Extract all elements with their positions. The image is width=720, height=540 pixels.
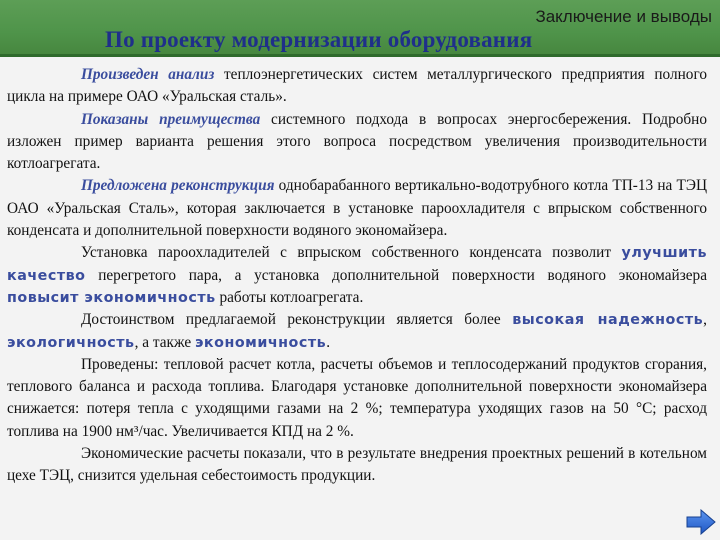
paragraph-economics bbox=[7, 443, 707, 488]
paragraph-reconstruction bbox=[7, 175, 707, 242]
paragraph-benefits bbox=[7, 309, 707, 354]
paragraph-text: Установка пароохладителей с впрыском собственного конденсата позволит bbox=[81, 244, 622, 262]
paragraph-text: , bbox=[703, 311, 707, 329]
slide-header bbox=[0, 0, 720, 57]
arrow-right-icon bbox=[686, 509, 716, 535]
paragraph-text: системного подхода в вопросах энергосбережения. Подробно изложен пример варианта решения этого вопроса посредством увеличения производительности котлоагрегата. bbox=[7, 110, 707, 173]
paragraph-calculations bbox=[7, 354, 707, 443]
emphasis: Предложена реконструкция bbox=[81, 177, 275, 195]
emphasis: Показаны преимущества bbox=[81, 110, 261, 128]
paragraph-text: , а также bbox=[134, 333, 195, 351]
paragraph-text: перегретого пара, а установка дополнительной поверхности водяного экономайзера bbox=[85, 266, 707, 284]
paragraph-analysis bbox=[7, 64, 707, 109]
paragraph-text: работы котлоагрегата. bbox=[215, 288, 364, 306]
paragraph-text: Достоинством предлагаемой реконструкции является более bbox=[81, 311, 513, 329]
emphasis: Произведен анализ bbox=[81, 66, 215, 83]
next-slide-button[interactable] bbox=[686, 509, 716, 535]
paragraph-text: . bbox=[326, 333, 331, 351]
slide-title: По проекту модернизации оборудования bbox=[105, 27, 533, 52]
emphasis: повысит экономичность bbox=[7, 289, 216, 306]
paragraph-text: теплоэнергетических систем металлургического предприятия полного цикла на примере ОАО «Уральская сталь». bbox=[7, 66, 707, 106]
emphasis: улучшить качество bbox=[7, 245, 707, 284]
paragraph-advantages bbox=[7, 109, 707, 176]
emphasis: экономичность bbox=[194, 334, 327, 351]
paragraph-desuperheaters bbox=[7, 242, 707, 309]
paragraph-text: Экономические расчеты показали, что в результате внедрения проектных решений в котельном цехе ТЭЦ, снизится удельная себестоимость продукции. bbox=[7, 445, 707, 485]
paragraph-text: однобарабанного вертикально-водотрубного котла ТП-13 на ТЭЦ ОАО «Уральская Сталь», которая заключается в установке пароохладителя с впрыском собственного конденсата и дополнительной поверхности водяного экономайзера. bbox=[7, 177, 707, 240]
emphasis: экологичность bbox=[7, 334, 135, 351]
section-label: Заключение и выводы bbox=[535, 7, 712, 26]
paragraph-text: Проведены: тепловой расчет котла, расчеты объемов и теплосодержаний продуктов сгорания, теплового баланса и расхода топлива. Благодаря установке дополнительной поверхности экономайзера снижается: потеря тепла с уходящими газами на 2 %; температура уходящих газов на 50 °С; расход топлива на 1900 нм³/час. Увеличивается КПД на 2 %. bbox=[7, 355, 707, 440]
slide-body bbox=[7, 64, 707, 488]
emphasis: высокая надежность bbox=[512, 312, 704, 329]
